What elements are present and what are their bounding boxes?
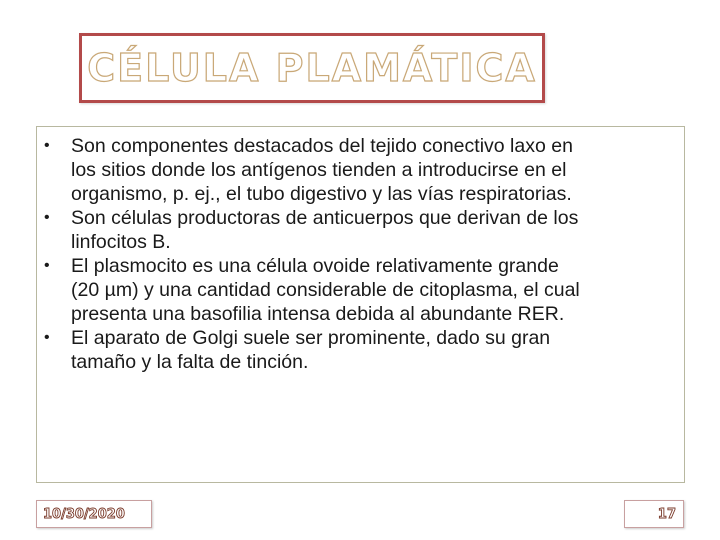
bullet-item (37, 206, 674, 254)
footer-page-box (624, 500, 684, 528)
title-box (79, 33, 545, 103)
bullet-item (37, 254, 674, 326)
bullet-line: El plasmocito es una célula ovoide relativamente grande (71, 255, 559, 277)
bullet-line: El aparato de Golgi suele ser prominente, dado su gran (71, 327, 551, 349)
bullet-list (37, 127, 684, 374)
bullet-line: los sitios donde los antígenos tienden a introducirse en el (71, 159, 567, 181)
footer-date-box (36, 500, 152, 528)
bullet-item (37, 326, 674, 374)
bullet-item (37, 134, 674, 206)
footer-date: 10/30/2020 (43, 506, 125, 522)
content-box (36, 126, 685, 483)
bullet-line: Son componentes destacados del tejido conectivo laxo en (71, 135, 573, 157)
bullet-line: Son células productoras de anticuerpos que derivan de los (71, 207, 579, 229)
bullet-line: tamaño y la falta de tinción. (71, 351, 309, 373)
bullet-line: (20 µm) y una cantidad considerable de citoplasma, el cual (71, 279, 580, 301)
bullet-line: organismo, p. ej., el tubo digestivo y las vías respiratorias. (71, 183, 572, 205)
bullet-icon: • (44, 329, 50, 346)
page-number: 17 (657, 506, 676, 522)
bullet-icon: • (44, 257, 50, 274)
bullet-line: presenta una basofilia intensa debida al abundante RER. (71, 303, 565, 325)
bullet-icon: • (44, 209, 50, 226)
bullet-icon: • (44, 137, 50, 154)
slide-title: CÉLULA PLAMÁTICA (87, 46, 537, 90)
bullet-line: linfocitos B. (71, 231, 171, 253)
